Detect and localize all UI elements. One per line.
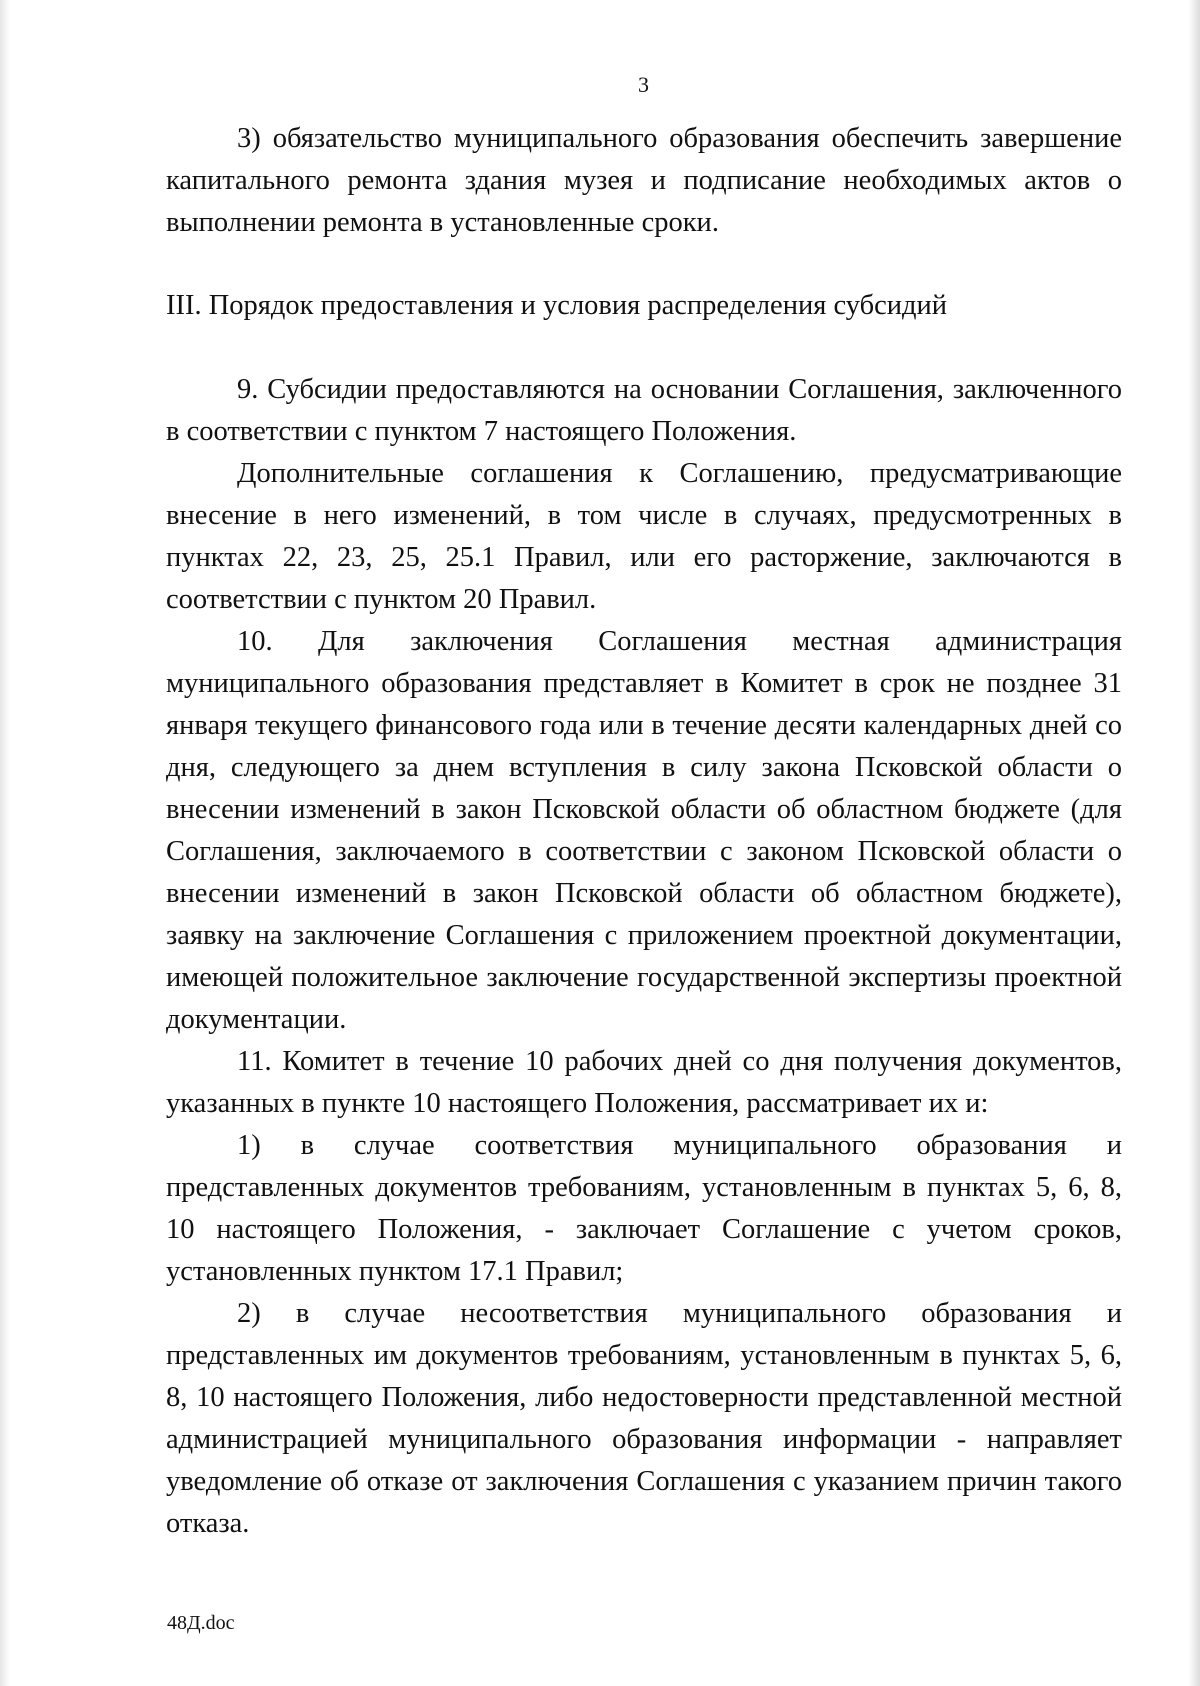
paragraph-additional-agreements: Дополнительные соглашения к Соглашению, предусматривающие внесение в него изменений, в том числе в случаях, предусмотренных в пунктах 22, 23, 25, 25.1 Правил, или его расторжение, заключаются в соответствии с пунктом 20 Правил. <box>166 458 1122 615</box>
document-body <box>166 118 1122 1545</box>
paragraph-clause-9: 9. Субсидии предоставляются на основании Соглашения, заключенного в соответствии с пунктом 7 настоящего Положения. <box>166 374 1122 447</box>
page-number: 3 <box>638 72 649 97</box>
scan-edge-right <box>1188 0 1200 1686</box>
paragraph-clause-10: 10. Для заключения Соглашения местная администрация муниципального образования представляет в Комитет в срок не позднее 31 января текущего финансового года или в течение десяти календарных дней со дня, следующего за днем вступления в силу закона Псковской области о внесении изменений в закон Псковской области об областном бюджете (для Соглашения, заключаемого в соответствии с законом Псковской области о внесении изменений в закон Псковской области об областном бюджете), заявку на заключение Соглашения с приложением проектной документации, имеющей положительное заключение государственной экспертизы проектной документации. <box>166 626 1122 1035</box>
paragraph-item-3-obligation: 3) обязательство муниципального образования обеспечить завершение капитального ремонта здания музея и подписание необходимых актов о выполнении ремонта в установленные сроки. <box>166 123 1122 238</box>
section-heading: III. Порядок предоставления и условия распределения субсидий <box>166 290 947 321</box>
paragraph-clause-11-item-2: 2) в случае несоответствия муниципального образования и представленных им документов требованиям, установленным в пунктах 5, 6, 8, 10 настоящего Положения, либо недостоверности представленной местной администрацией муниципального образования информации - направляет уведомление об отказе от заключения Соглашения с указанием причин такого отказа. <box>166 1298 1122 1539</box>
paragraph-clause-11: 11. Комитет в течение 10 рабочих дней со дня получения документов, указанных в пункте 10 настоящего Положения, рассматривает их и: <box>166 1046 1122 1119</box>
footer-filename: 48Д.doc <box>167 1612 235 1634</box>
paragraph-clause-11-item-1: 1) в случае соответствия муниципального образования и представленных документов требованиям, установленным в пунктах 5, 6, 8, 10 настоящего Положения, - заключает Соглашение с учетом сроков, установленных пунктом 17.1 Правил; <box>166 1130 1122 1287</box>
scan-edge-left <box>0 0 10 1686</box>
